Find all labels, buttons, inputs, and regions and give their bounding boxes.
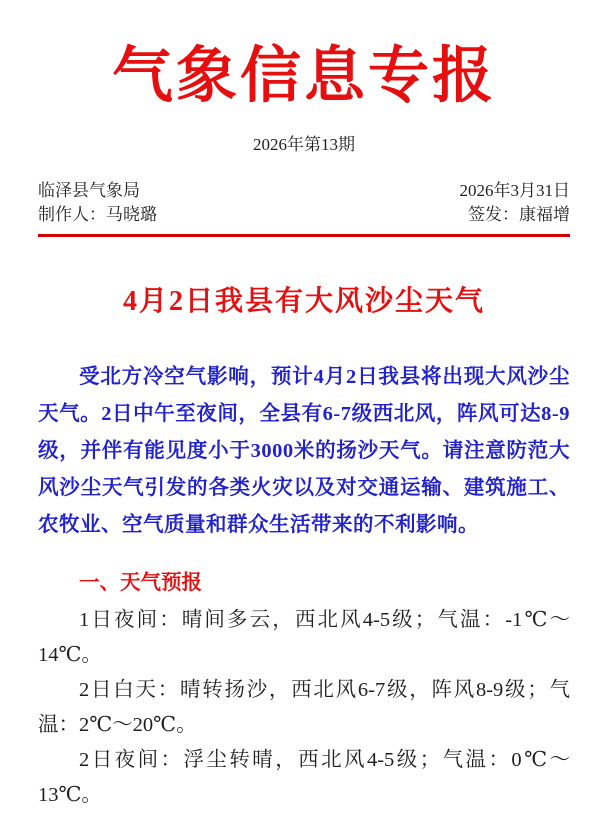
- issue-date: 2026年3月31日: [459, 181, 570, 201]
- red-rule-divider: [38, 234, 570, 237]
- meta-block: [38, 179, 570, 227]
- producer-name: 制作人：马晓璐: [38, 205, 157, 225]
- forecast-line-night2: 2日夜间：浮尘转晴，西北风4-5级；气温：0℃～13℃。: [38, 748, 570, 806]
- meta-row-bottom: [38, 203, 570, 227]
- meta-row-top: [38, 179, 570, 203]
- issuer-name: 签发：康福增: [468, 205, 570, 225]
- forecast-line-night1: 1日夜间：晴间多云，西北风4-5级；气温：-1℃～14℃。: [38, 608, 570, 666]
- issue-number: 2026年第13期: [253, 135, 355, 155]
- lead-paragraph: 受北方冷空气影响，预计4月2日我县将出现大风沙尘天气。2日中午至夜间，全县有6-7级西北风，阵风可达8-9级，并伴有能见度小于3000米的扬沙天气。请注意防范大风沙尘天气引发的各类火灾以及对交通运输、建筑施工、农牧业、空气质量和群众生活带来的不利影响。: [38, 366, 570, 537]
- masthead-title: 气象信息专报: [111, 43, 496, 110]
- issuing-org: 临泽县气象局: [38, 181, 140, 201]
- section-heading-weather-forecast: 一、天气预报: [79, 570, 202, 594]
- forecast-line-day2: 2日白天：晴转扬沙，西北风6-7级，阵风8-9级；气温：2℃～20℃。: [38, 678, 570, 736]
- forecast-list: [38, 603, 570, 813]
- bulletin-page: [0, 42, 608, 806]
- article-title: 4月2日我县有大风沙尘天气: [122, 286, 485, 318]
